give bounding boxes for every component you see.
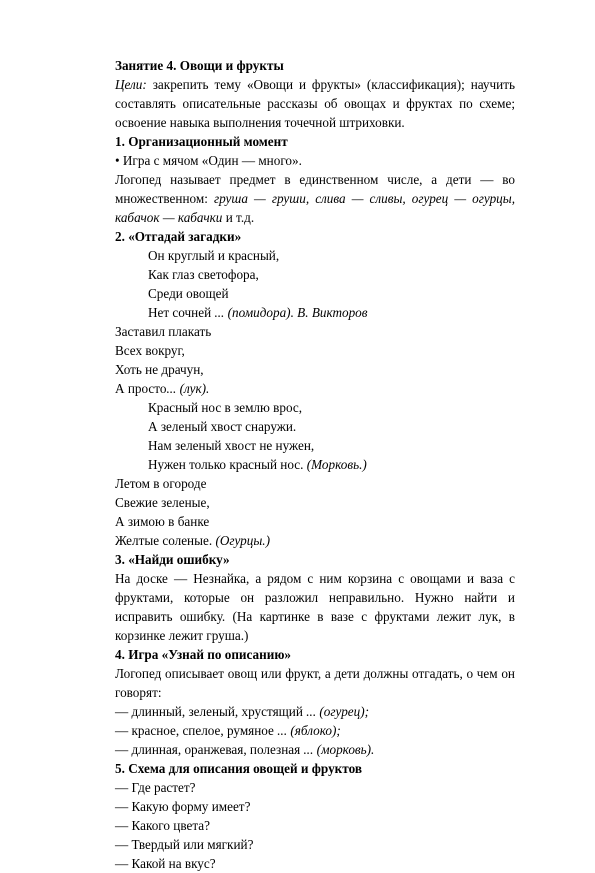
riddle-line: Летом в огороде (115, 476, 207, 491)
description-item (115, 721, 515, 740)
riddle-line: Как глаз светофора, (148, 267, 259, 282)
scheme-question: — Какую форму имеет? (115, 799, 251, 814)
scheme-question: — Какой на вкус? (115, 856, 216, 871)
lesson-title: Занятие 4. Овощи и фрукты (115, 58, 284, 73)
section-5-heading: 5. Схема для описания овощей и фруктов (115, 761, 362, 776)
riddle-line (115, 379, 515, 398)
description-text: — красное, спелое, румяное (115, 723, 278, 738)
riddle-answer: (Морковь.) (306, 457, 367, 472)
riddle-line: Всех вокруг, (115, 343, 185, 358)
scheme-question: — Твердый или мягкий? (115, 837, 254, 852)
section-2-heading: 2. «Отгадай загадки» (115, 229, 242, 244)
goals-text: закрепить тему «Овощи и фрукты» (классификация); научить составлять описательные рассказы об овощах и фруктах по схеме; освоение навыка выполнения точечной штриховки. (115, 77, 515, 130)
description-item (115, 740, 515, 759)
riddle-line: Красный нос в землю врос, (148, 400, 303, 415)
riddle-line: А зимою в банке (115, 514, 210, 529)
section-4-text: Логопед описывает овощ или фрукт, а дети должны отгадать, о чем он говорят: (115, 666, 515, 700)
section-3-text: На доске — Незнайка, а рядом с ним корзина с овощами и ваза с фруктами, которые он разложил неправильно. Нужно найти и исправить ошибку. (На картинке в вазе с фруктами лежит лук, в корзинке лежит груша.) (115, 571, 515, 643)
riddle-line-text: Нет сочней (148, 305, 215, 320)
riddle-line: Он круглый и красный, (148, 248, 280, 263)
riddle-answer: ... (лук). (166, 381, 210, 396)
riddle-line: Заставил плакать (115, 324, 212, 339)
description-item (115, 702, 515, 721)
riddle-line-text: Желтые соленые. (115, 533, 216, 548)
riddle-carrot (115, 398, 515, 474)
description-answer: ... (морковь). (303, 742, 375, 757)
description-text: — длинная, оранжевая, полезная (115, 742, 304, 757)
riddle-line: Свежие зеленые, (115, 495, 210, 510)
scheme-question: — Какого цвета? (115, 818, 210, 833)
section-3-heading: 3. «Найди ошибку» (115, 552, 230, 567)
riddle-onion (115, 322, 515, 398)
riddle-line (115, 531, 515, 550)
description-answer: ... (яблоко); (277, 723, 341, 738)
riddle-line: Нам зеленый хвост не нужен, (148, 438, 315, 453)
riddle-line (148, 455, 515, 474)
riddle-line (148, 303, 515, 322)
scheme-question: — Где растет? (115, 780, 196, 795)
riddle-answer: ... (помидора). В. Викторов (214, 305, 368, 320)
section-1-text (115, 170, 515, 227)
section-4-heading: 4. Игра «Узнай по описанию» (115, 647, 291, 662)
riddle-tomato (115, 246, 515, 322)
riddle-line: Среди овощей (148, 286, 229, 301)
riddle-answer: (Огурцы.) (215, 533, 270, 548)
description-answer: ... (огурец); (306, 704, 370, 719)
goals-label: Цели: (115, 77, 147, 92)
description-text: — длинный, зеленый, хрустящий (115, 704, 307, 719)
lesson-content (115, 56, 515, 873)
riddle-line-text: А просто (115, 381, 167, 396)
riddle-line-text: Нужен только красный нос. (148, 457, 307, 472)
ball-game-line: • Игра с мячом «Один — много». (115, 153, 302, 168)
riddle-line: Хоть не драчун, (115, 362, 204, 377)
goals-paragraph (115, 75, 515, 132)
riddle-line: А зеленый хвост снаружи. (148, 419, 297, 434)
section-1-etc: и т.д. (222, 210, 255, 225)
plural-examples: груша — груши, слива — сливы, огурец — огурцы, кабачок — кабачки (115, 191, 515, 225)
section-1-heading: 1. Организационный момент (115, 134, 288, 149)
riddle-cucumber (115, 474, 515, 550)
section-1-intro: Логопед называет предмет в единственном числе, а дети — во множественном: (115, 172, 515, 206)
